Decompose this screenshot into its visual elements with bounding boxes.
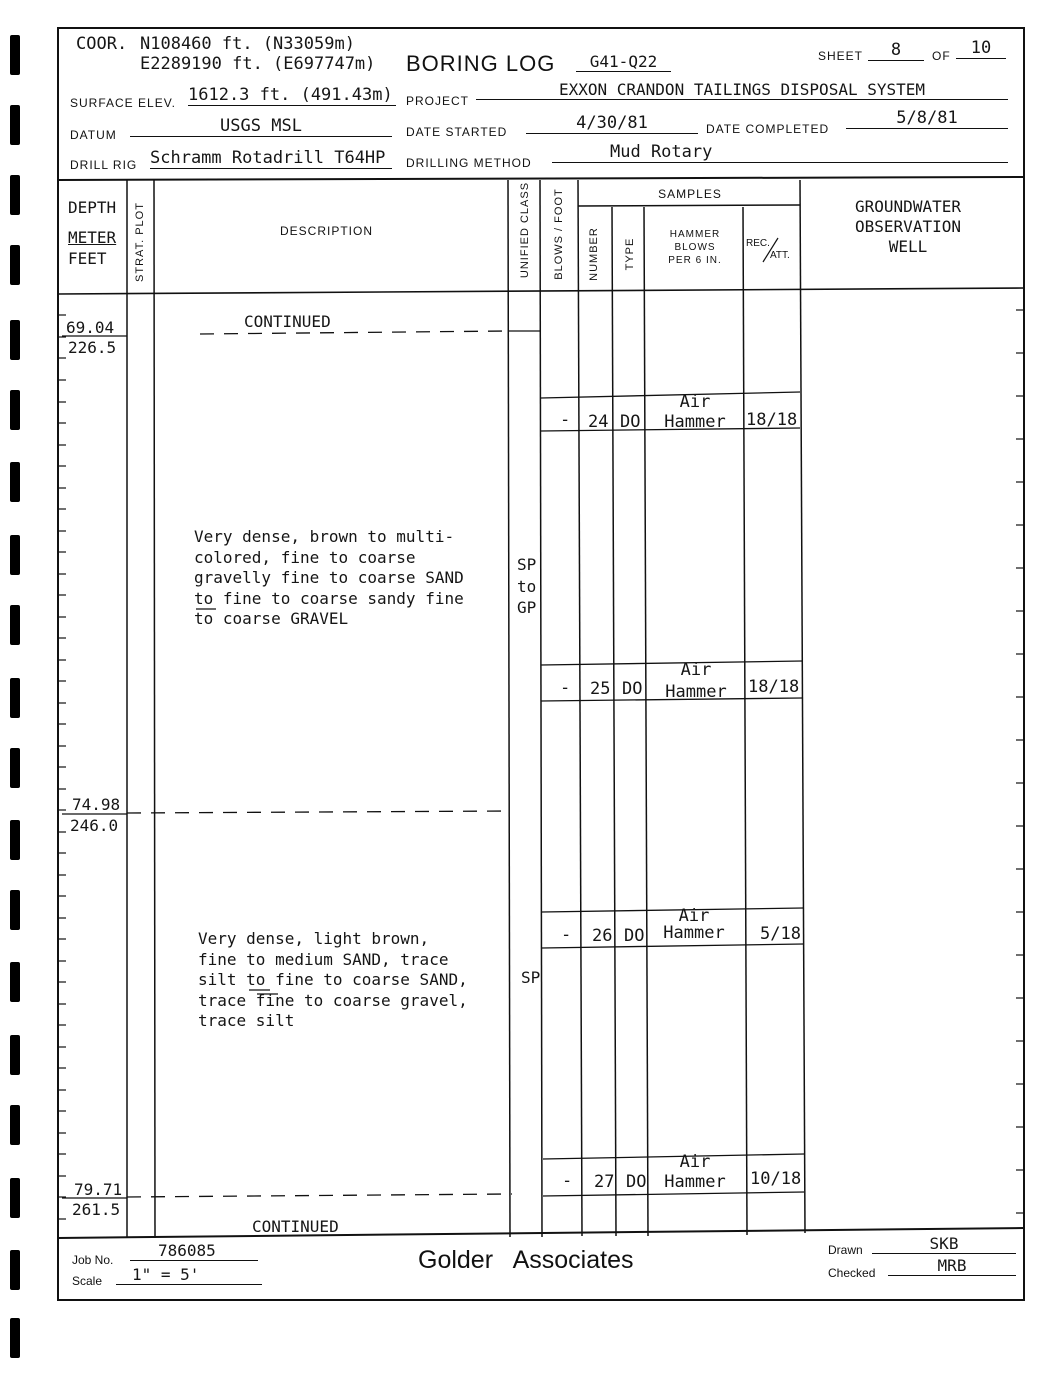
sample-recovery: 18/18	[748, 677, 800, 697]
continued-bottom: CONTINUED	[252, 1217, 339, 1236]
sheet-total: 10	[956, 38, 1006, 59]
layer-2-description: Very dense, light brown, fine to medium SAND, trace silt to fine to coarse SAND, trace fine to coarse gravel, trace silt	[198, 929, 468, 1030]
groundwater-heading-line-1: GROUNDWATER	[855, 197, 961, 216]
groundwater-heading	[806, 197, 1010, 257]
depth-meter-3: 79.71	[74, 1180, 123, 1199]
scale-value: 1" = 5'	[116, 1265, 262, 1285]
depth-heading: DEPTH	[68, 198, 117, 217]
samples-heading: SAMPLES	[658, 187, 722, 201]
project: EXXON CRANDON TAILINGS DISPOSAL SYSTEM	[476, 80, 1008, 100]
hammer-heading-line-3: PER 6 IN.	[668, 255, 722, 266]
surface-elev-label: SURFACE ELEV.	[70, 96, 176, 110]
sample-number: 27	[594, 1172, 615, 1192]
checked-label: Checked	[828, 1266, 876, 1280]
date-started-label: DATE STARTED	[406, 125, 508, 139]
type-heading: TYPE	[624, 237, 636, 271]
sample-number: 26	[592, 926, 613, 946]
checked-by: MRB	[888, 1256, 1016, 1276]
strat-plot-heading: STRAT. PLOT	[134, 202, 146, 282]
layer-1-class-line-1: SP	[517, 555, 537, 574]
sample-recovery: 10/18	[750, 1169, 802, 1189]
sample-hammer-line-2: Hammer	[664, 412, 726, 432]
stratum-boundary-3	[127, 1194, 512, 1197]
layer-1-description: Very dense, brown to multi- colored, fine to coarse gravelly fine to coarse SAND to fine to coarse sandy fine to coarse GRAVEL	[194, 527, 464, 628]
sample-hammer-line-1: Air	[679, 1152, 711, 1172]
feet-heading: FEET	[68, 249, 107, 268]
sample-blows: -	[560, 678, 571, 698]
sample-hammer-line-1: Air	[678, 906, 710, 926]
sheet-number: 8	[868, 40, 924, 61]
datum: USGS MSL	[130, 116, 392, 137]
drill-rig: Schramm Rotadrill T64HP	[150, 148, 392, 169]
drill-rig-label: DRILL RIG	[70, 158, 138, 172]
project-label: PROJECT	[406, 94, 470, 108]
depth-meter-2: 74.98	[72, 795, 121, 814]
sample-blows: -	[560, 410, 571, 430]
job-label: Job No.	[72, 1253, 114, 1267]
coor-east: E2289190 ft. (E697747m)	[140, 54, 376, 74]
coor-north: N108460 ft. (N33059m)	[140, 34, 355, 54]
date-started: 4/30/81	[526, 113, 698, 134]
att-heading: ATT.	[770, 250, 790, 261]
stratum-boundary-2	[127, 811, 510, 813]
layer-2-class: SP	[521, 968, 541, 987]
drawn-label: Drawn	[828, 1243, 863, 1257]
depth-meter-1: 69.04	[66, 318, 115, 337]
sample-type: DO	[626, 1172, 647, 1192]
hammer-heading-line-2: BLOWS	[674, 242, 716, 253]
sample-type: DO	[622, 679, 643, 699]
coor-label: COOR.	[76, 34, 128, 54]
sheet-label: SHEET	[818, 49, 864, 63]
sample-number: 24	[588, 412, 609, 432]
description-heading: DESCRIPTION	[280, 224, 374, 238]
depth-feet-1: 226.5	[68, 338, 117, 357]
sample-number: 25	[590, 679, 611, 699]
log-id: G41-Q22	[576, 52, 671, 72]
groundwater-heading-line-2: OBSERVATION	[855, 217, 961, 236]
hammer-heading	[646, 228, 744, 267]
sample-type: DO	[620, 412, 641, 432]
sample-hammer-line-1: Air	[680, 660, 712, 680]
job-number: 786085	[130, 1241, 258, 1261]
sample-recovery: 18/18	[746, 410, 798, 430]
rec-heading: REC.	[746, 238, 770, 249]
layer-1-class-line-2: to	[517, 577, 537, 596]
sample-hammer-line-2: Hammer	[665, 682, 727, 702]
sample-blows: -	[561, 925, 572, 945]
sample-hammer-line-2: Hammer	[664, 1172, 726, 1192]
sample-blows: -	[562, 1171, 573, 1191]
stratum-boundary-1	[200, 331, 508, 334]
depth-feet-3: 261.5	[72, 1200, 121, 1219]
sample-recovery: 5/18	[760, 924, 801, 944]
unified-class-heading: UNIFIED CLASS	[519, 181, 531, 279]
continued-top: CONTINUED	[244, 312, 331, 331]
number-heading: NUMBER	[588, 227, 600, 281]
drawn-by: SKB	[872, 1234, 1016, 1254]
company-name: Golder Associates	[418, 1246, 634, 1274]
groundwater-heading-line-3: WELL	[888, 237, 928, 256]
depth-feet-2: 246.0	[70, 816, 119, 835]
drilling-method-label: DRILLING METHOD	[406, 156, 532, 170]
layer-1-class-line-3: GP	[517, 598, 537, 617]
rec-att-slash	[760, 236, 780, 264]
hammer-heading-line-1: HAMMER	[669, 229, 721, 240]
scale-label: Scale	[72, 1274, 103, 1288]
sample-type: DO	[624, 926, 645, 946]
meter-heading: METER	[68, 228, 117, 247]
blows-foot-heading: BLOWS / FOOT	[553, 188, 565, 280]
date-completed-label: DATE COMPLETED	[706, 122, 830, 136]
sample-hammer-line-2: Hammer	[663, 923, 725, 943]
page-title: BORING LOG	[406, 51, 556, 76]
date-completed: 5/8/81	[846, 108, 1008, 129]
sample-hammer-line-1: Air	[679, 392, 711, 412]
surface-elev: 1612.3 ft. (491.43m)	[188, 85, 396, 106]
datum-label: DATUM	[70, 128, 117, 142]
of-label: OF	[932, 49, 951, 63]
drilling-method: Mud Rotary	[552, 142, 1008, 163]
